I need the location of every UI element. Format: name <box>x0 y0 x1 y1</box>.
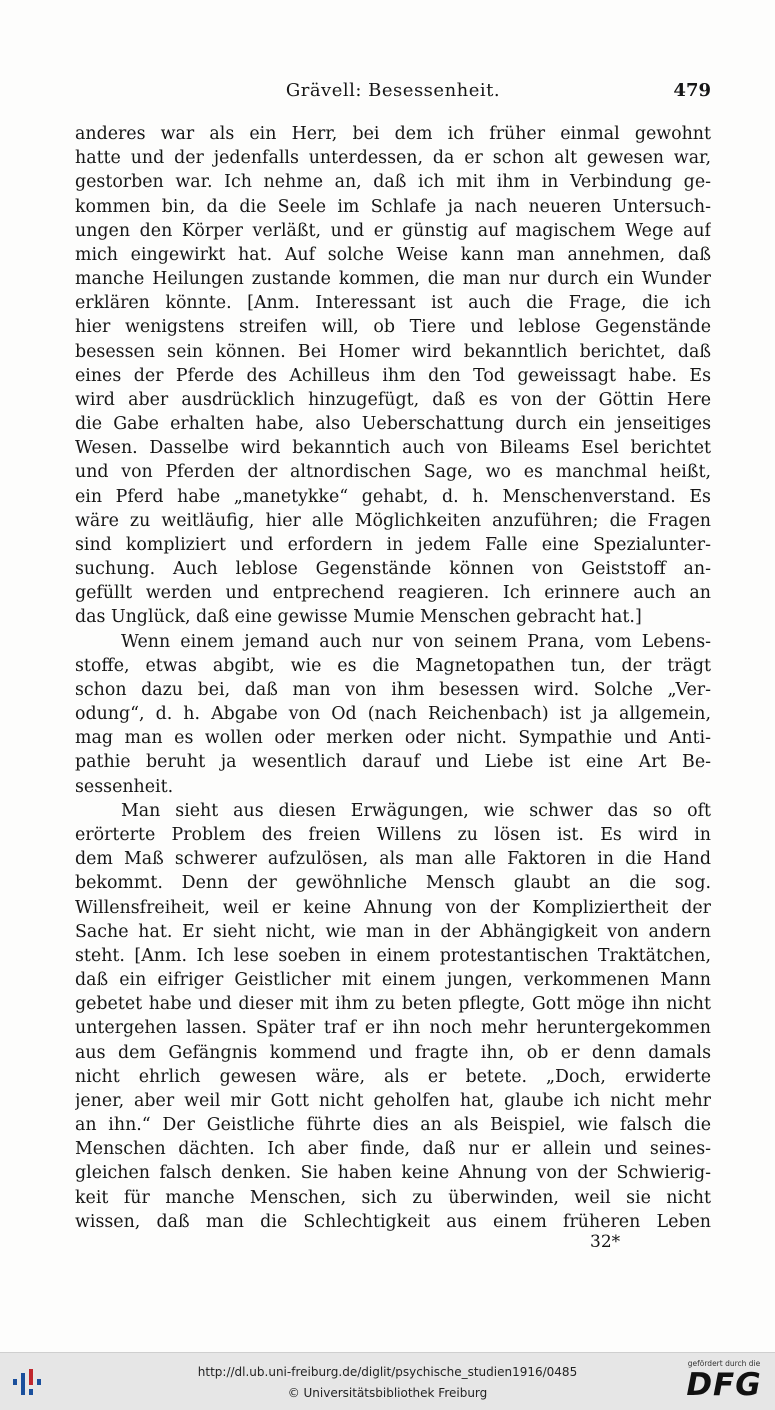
text-line: aus dem Gefängnis kommend und fragte ihn, ob er denn damals <box>75 1042 711 1063</box>
text-line: Sache hat. Er sieht nicht, wie man in der Abhängigkeit von andern <box>75 921 711 942</box>
text-line: manche Heilungen zustande kommen, die man nur durch ein Wunder <box>75 269 711 290</box>
text-line: schon dazu bei, daß man von ihm besessen wird. Solche „Ver- <box>75 679 711 700</box>
page-number: 479 <box>673 80 711 101</box>
text-line: wissen, daß man die Schlechtigkeit aus einem früheren Leben <box>75 1211 711 1232</box>
text-line: nicht ehrlich gewesen wäre, als er betete. „Doch, erwiderte <box>75 1066 711 1087</box>
text-line: hatte und der jedenfalls unterdessen, da er schon alt gewesen war, <box>75 148 711 169</box>
text-line: pathie beruht ja wesentlich darauf und Liebe ist eine Art Be- <box>75 752 711 773</box>
text-line: mich eingewirkt hat. Auf solche Weise kann man annehmen, daß <box>75 244 711 265</box>
text-line: gebetet habe und dieser mit ihm zu beten pflegte, Gott möge ihn nicht <box>75 994 711 1015</box>
text-line: das Unglück, daß eine gewisse Mumie Menschen gebracht hat.] <box>75 607 642 628</box>
text-line: daß ein eifriger Geistlicher mit einem jungen, verkommenen Mann <box>75 970 711 991</box>
text-line: Wesen. Dasselbe wird bekanntich auch von Bileams Esel berichtet <box>75 438 711 459</box>
text-line: gestorben war. Ich nehme an, daß ich mit ihm in Verbindung ge- <box>75 172 711 193</box>
text-line: hier wenigstens streifen will, ob Tiere und leblose Gegenstände <box>75 317 711 338</box>
text-line: stoffe, etwas abgibt, wie es die Magnetopathen tun, der trägt <box>75 655 711 676</box>
viewer-footer <box>0 1352 775 1410</box>
text-line: und von Pferden der altnordischen Sage, wo es manchmal heißt, <box>75 462 711 483</box>
text-line: suchung. Auch leblose Gegenstände können von Geiststoff an- <box>75 559 711 580</box>
signature-mark: 32* <box>590 1232 621 1252</box>
text-line: besessen sein können. Bei Homer wird bekanntlich berichtet, daß <box>75 341 711 362</box>
text-line: jener, aber weil mir Gott nicht geholfen hat, glaube ich nicht mehr <box>75 1090 711 1111</box>
dfg-logo[interactable] <box>683 1359 765 1405</box>
dfg-caption: gefördert durch die <box>687 1359 761 1368</box>
text-line: Man sieht aus diesen Erwägungen, wie schwer das so oft <box>121 800 711 821</box>
text-line: erklären könnte. [Anm. Interessant ist auch die Frage, die ich <box>75 293 711 314</box>
copyright-notice: © Universitätsbibliothek Freiburg <box>287 1386 488 1400</box>
text-line: gefüllt werden und entprechend reagieren. Ich erinnere auch an <box>75 583 711 604</box>
text-line: keit für manche Menschen, sich zu überwinden, weil sie nicht <box>75 1187 711 1208</box>
text-line: bekommt. Denn der gewöhnliche Mensch glaubt an die sog. <box>75 873 711 894</box>
text-line: Wenn einem jemand auch nur von seinem Prana, vom Lebens- <box>121 631 711 652</box>
text-line: gleichen falsch denken. Sie haben keine Ahnung von der Schwierig- <box>75 1163 711 1184</box>
text-line: ungen den Körper verläßt, und er günstig auf magischem Wege auf <box>75 220 711 241</box>
text-line: wäre zu weitläufig, hier alle Möglichkeiten anzuführen; die Fragen <box>75 510 711 531</box>
text-line: dem Maß schwerer aufzulösen, als man alle Faktoren in die Hand <box>75 849 711 870</box>
text-line: anderes war als ein Herr, bei dem ich früher einmal gewohnt <box>75 124 711 144</box>
page-header <box>75 80 711 108</box>
text-line: erörterte Problem des freien Willens zu lösen ist. Es wird in <box>75 824 711 845</box>
text-line: eines der Pferde des Achilleus ihm den Tod geweissagt habe. Es <box>75 365 711 386</box>
body-text <box>75 122 711 1234</box>
text-line: odung“, d. h. Abgabe von Od (nach Reichenbach) ist ja allgemein, <box>75 704 711 725</box>
running-title: Grävell: Besessenheit. <box>285 80 501 101</box>
text-line: sessenheit. <box>75 776 174 797</box>
text-line: Willensfreiheit, weil er keine Ahnung von der Kompliziertheit der <box>75 897 711 918</box>
text-line: sind kompliziert und erfordern in jedem Falle eine Spezialunter- <box>75 534 711 555</box>
text-line: kommen bin, da die Seele im Schlafe ja nach neueren Untersuch- <box>75 196 711 217</box>
text-line: mag man es wollen oder merken oder nicht. Sympathie und Anti- <box>75 728 711 749</box>
text-line: die Gabe erhalten habe, also Ueberschattung durch ein jenseitiges <box>75 414 711 435</box>
text-line: untergehen lassen. Später traf er ihn noch mehr heruntergekommen <box>75 1018 711 1039</box>
permalink-url[interactable]: http://dl.ub.uni-freiburg.de/diglit/psychische_studien1916/0485 <box>197 1365 578 1379</box>
text-line: steht. [Anm. Ich lese soeben in einem protestantischen Traktätchen, <box>75 945 711 966</box>
text-line: Menschen dächten. Ich aber finde, daß nur er allein und seines- <box>75 1139 711 1160</box>
text-line: ein Pferd habe „manetykke“ gehabt, d. h. Menschenverstand. Es <box>75 486 711 507</box>
text-line: an ihn.“ Der Geistliche führte dies an als Beispiel, wie falsch die <box>75 1115 711 1136</box>
dfg-logo-text: DFG <box>686 1367 762 1403</box>
text-line: wird aber ausdrücklich hinzugefügt, daß es von der Göttin Here <box>75 389 711 410</box>
